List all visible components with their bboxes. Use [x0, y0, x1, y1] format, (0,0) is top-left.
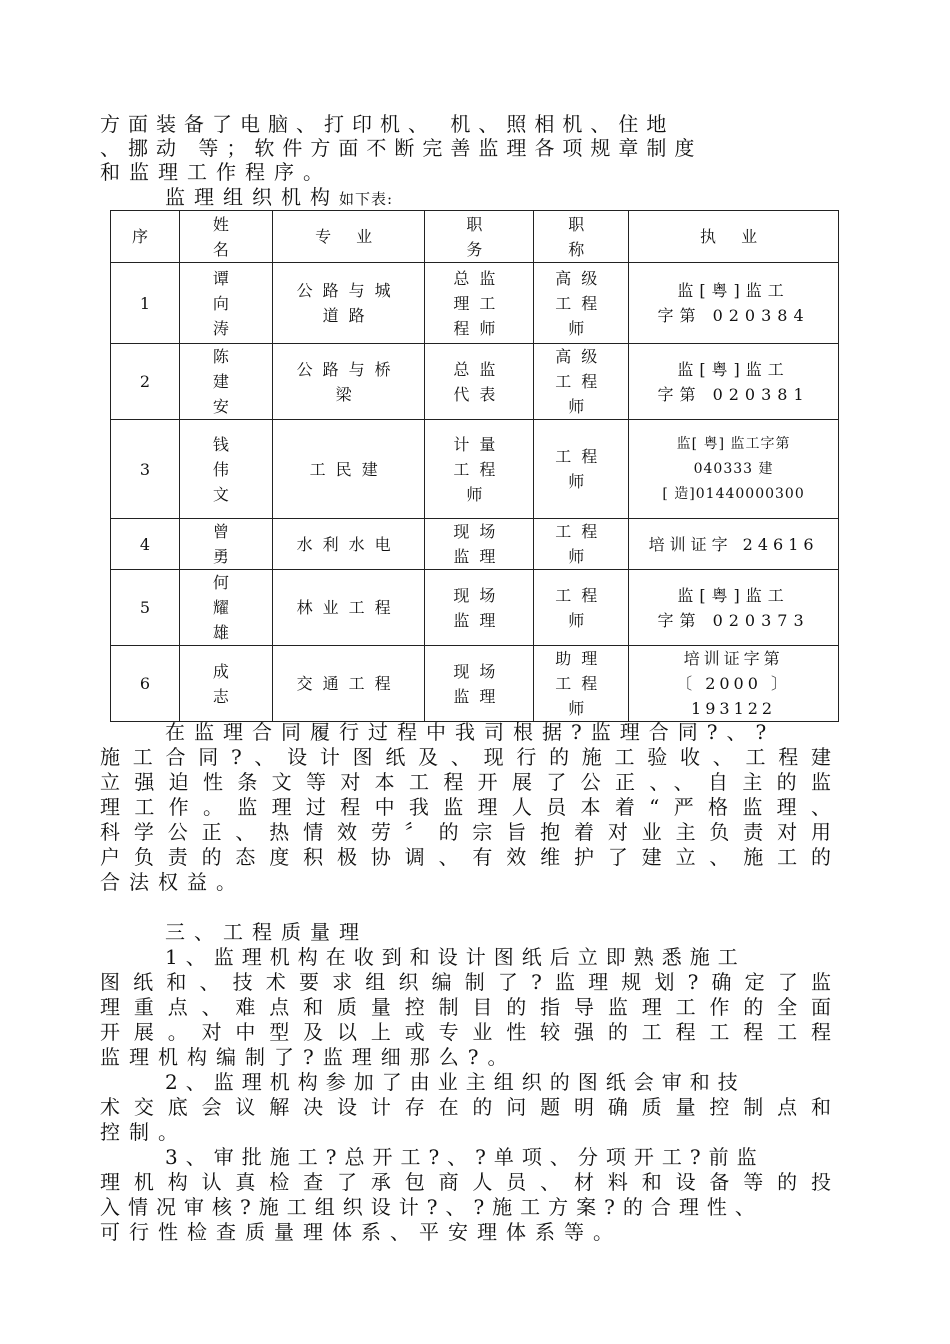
- row-name: 陈 建 安: [179, 344, 272, 420]
- para2-line: 1、监理机构在收到和设计图纸后立即熟悉施工: [165, 945, 746, 969]
- table-row: [111, 263, 839, 344]
- para2-line: 监理机构编制了?监理细那么?。: [100, 1045, 517, 1069]
- row-major: 水利水电: [272, 519, 425, 570]
- para1-line: 科学公正、热情效劳〞的宗旨抱着对业主负责对用: [100, 820, 840, 844]
- intro-line-3: 和监理工作程序。: [100, 160, 332, 184]
- table-row: [111, 570, 839, 646]
- row-post: 总监 理工 程师: [425, 263, 534, 344]
- row-number: 3: [111, 420, 180, 519]
- para1-line: 立强迫性条文等对本工程开展了公正、、自主的监: [100, 770, 840, 794]
- para4-line: 入情况审核?施工组织设计?、?施工方案?的合理性、: [100, 1195, 763, 1219]
- row-major: 林业工程: [272, 570, 425, 646]
- para4-line: 3、审批施工?总开工?、?单项、分项开工?前监: [165, 1145, 765, 1169]
- row-license: 监[粤]监工 字第 020384: [629, 263, 839, 344]
- row-license: 培训证字 24616: [629, 519, 839, 570]
- row-major: 公路与桥 梁: [272, 344, 425, 420]
- header-cell: 序: [111, 211, 180, 263]
- para3-line: 2、监理机构参加了由业主组织的图纸会审和技: [165, 1070, 746, 1094]
- table-row: [111, 420, 839, 519]
- row-name: 成 志: [179, 646, 272, 722]
- table-row: [111, 344, 839, 420]
- row-post: 计量 工程 师: [425, 420, 534, 519]
- staff-table: [110, 210, 839, 722]
- header-cell: 专 业: [272, 211, 425, 263]
- para4-line: 理机构认真检查了承包商人员、材料和设备等的投: [100, 1170, 840, 1194]
- header-cell: 职 称: [534, 211, 629, 263]
- table-row: [111, 646, 839, 722]
- row-license: 培训证字第 〔 2000 〕 193122: [629, 646, 839, 722]
- para4-line: 可行性检查质量理体系、平安理体系等。: [100, 1220, 622, 1244]
- row-number: 2: [111, 344, 180, 420]
- row-name: 谭 向 涛: [179, 263, 272, 344]
- para2-line: 理重点、难点和质量控制目的指导监理工作的全面: [100, 995, 840, 1019]
- table-caption: [165, 185, 905, 211]
- para1-line: 施工合同?、设计图纸及、现行的施工验收、工程建: [100, 745, 840, 769]
- table-row: [111, 519, 839, 570]
- para1-line: 合法权益。: [100, 870, 245, 894]
- row-title: 高级 工程 师: [534, 263, 629, 344]
- row-post: 总监 代表: [425, 344, 534, 420]
- row-name: 何 耀 雄: [179, 570, 272, 646]
- row-major: 工民建: [272, 420, 425, 519]
- row-post: 现场 监理: [425, 519, 534, 570]
- para1-line: 在监理合同履行过程中我司根据?监理合同?、?: [165, 720, 776, 744]
- row-name: 钱 伟 文: [179, 420, 272, 519]
- row-post: 现场 监理: [425, 646, 534, 722]
- para3-line: 控制。: [100, 1120, 187, 1144]
- row-major: 交通工程: [272, 646, 425, 722]
- caption-small: 如下表:: [339, 190, 394, 208]
- row-license: 监[粤]监工 字第 020381: [629, 344, 839, 420]
- row-post: 现场 监理: [425, 570, 534, 646]
- para2-line: 图纸和、技术要求组织编制了?监理规划?确定了监: [100, 970, 840, 994]
- intro-line-1: 方面装备了电脑、打印机、 机、照相机、住地: [100, 112, 675, 136]
- header-cell: 姓 名: [179, 211, 272, 263]
- row-title: 工程 师: [534, 420, 629, 519]
- intro-line-2: 、挪动 等；软件方面不断完善监理各项规章制度: [100, 136, 703, 160]
- header-cell: 职 务: [425, 211, 534, 263]
- para2-line: 开展。对中型及以上或专业性较强的工程工程工程: [100, 1020, 840, 1044]
- row-number: 6: [111, 646, 180, 722]
- header-cell: 执 业: [629, 211, 839, 263]
- table-header-row: [111, 211, 839, 263]
- caption-main: 监理组织机构: [165, 185, 339, 209]
- row-number: 1: [111, 263, 180, 344]
- row-title: 助理 工程 师: [534, 646, 629, 722]
- row-title: 高级 工程 师: [534, 344, 629, 420]
- para1-line: 户负责的态度积极协调、有效维护了建立、施工的: [100, 845, 840, 869]
- row-title: 工程 师: [534, 570, 629, 646]
- row-license: 监[ 粤] 监工字第 040333 建 [ 造]01440000300: [629, 420, 839, 519]
- para1-line: 理工作。监理过程中我监理人员本着“严格监理、: [100, 795, 840, 819]
- row-number: 4: [111, 519, 180, 570]
- row-license: 监[粤]监工 字第 020373: [629, 570, 839, 646]
- section-title: 三、工程质量理: [165, 920, 368, 944]
- para3-line: 术交底会议解决设计存在的问题明确质量控制点和: [100, 1095, 840, 1119]
- row-major: 公路与城 道路: [272, 263, 425, 344]
- row-title: 工程 师: [534, 519, 629, 570]
- row-name: 曾 勇: [179, 519, 272, 570]
- row-number: 5: [111, 570, 180, 646]
